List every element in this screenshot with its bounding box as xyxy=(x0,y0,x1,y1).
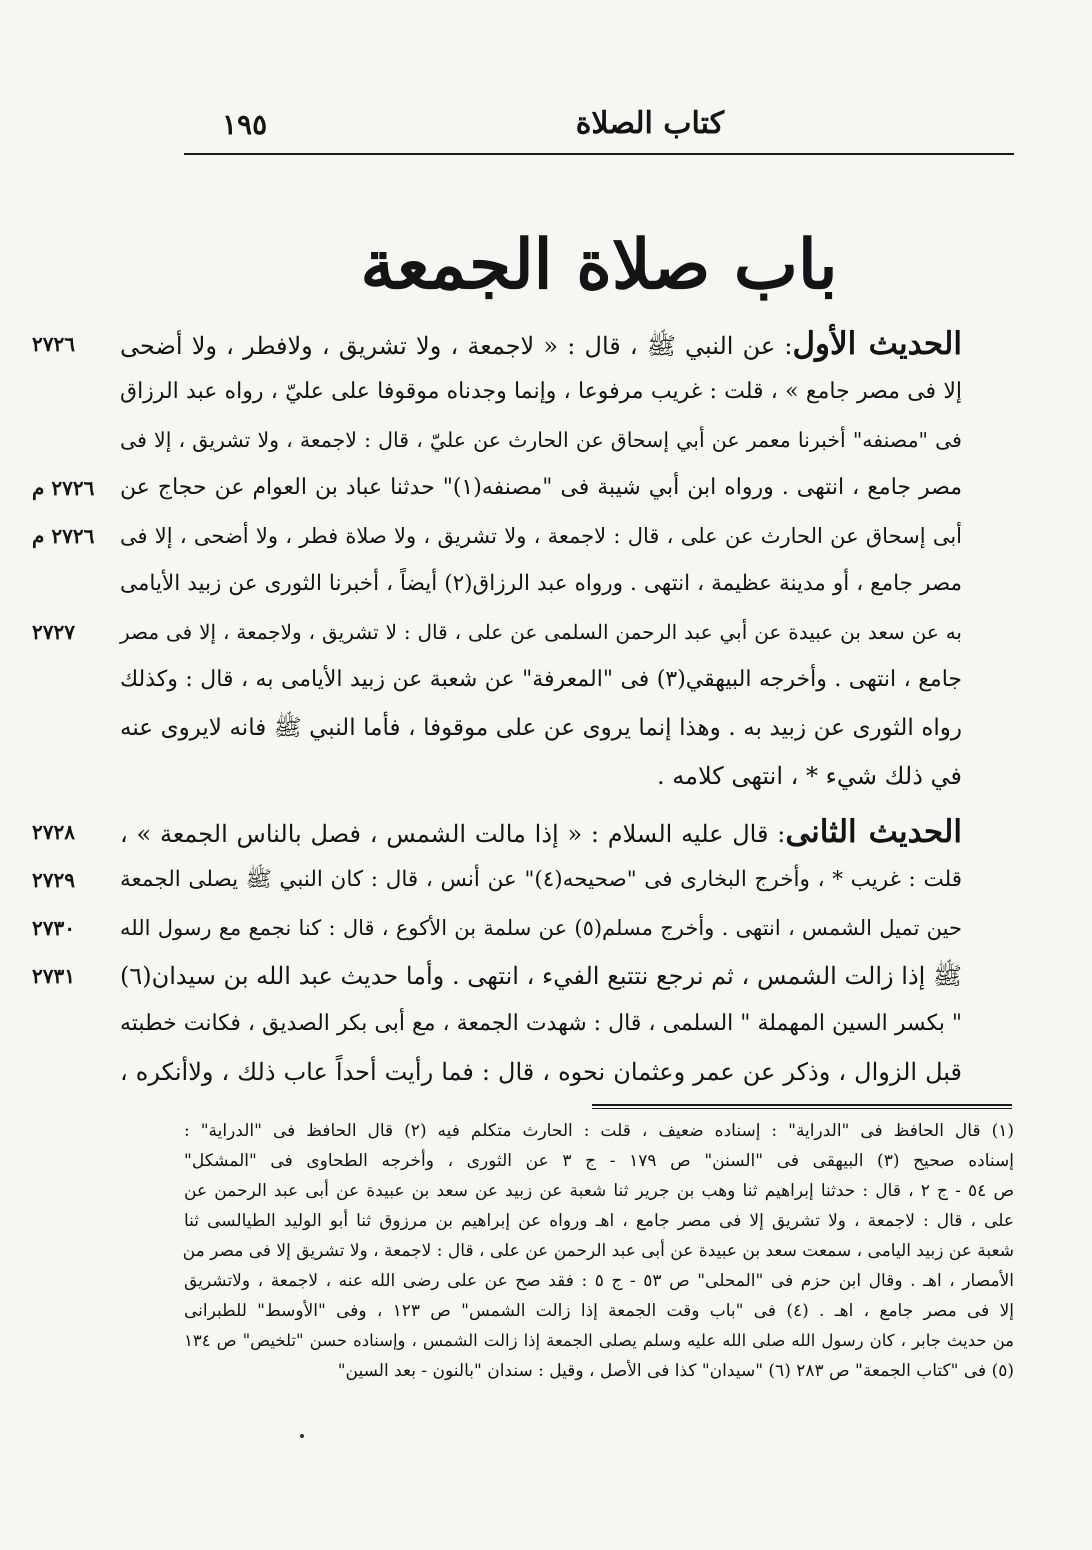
hadith-2-line-6: قبل الزوال ، وذكر عن عمر وعثمان نحوه ، قال : فما رأيت أحداً عاب ذلك ، ولاأنكره ، xyxy=(120,1058,962,1086)
hadith-1-line-2: إلا فى مصر جامع » ، قلت : غريب مرفوعا ، وإنما وجدناه موقوفا على عليّ ، رواه عبد الرزاق xyxy=(120,379,962,404)
hadith-1-line-5: أبى إسحاق عن الحارث عن على ، قال : لاجمعة ، ولا تشريق ، ولا صلاة فطر ، ولا أضحى ، إلا فى xyxy=(120,524,962,548)
margin-number: ٢٧٢٩ xyxy=(32,868,75,892)
margin-number: ٢٧٣١ xyxy=(32,964,75,988)
footnote-line: على ، قال : لاجمعة ، ولا تشريق إلا فى مصر جامع ، اهـ ورواه عن إبراهيم بن مرزوق ثنا أبو الوليد الطيالسى ثنا xyxy=(184,1211,1014,1231)
footnote-line: ص ٥٤ - ج ٢ ، قال : حدثنا إبراهيم ثنا وهب بن جرير ثنا شعبة عن زبيد عن سعد بن عبيدة عن أبى عبد الرحمن عن xyxy=(184,1181,1014,1201)
hadith-1-line-7: به عن سعد بن عبيدة عن أبي عبد الرحمن السلمى عن على ، قال : لا تشريق ، ولاجمعة ، إلا فى مصر xyxy=(120,620,962,644)
margin-number: ٢٧٢٦ xyxy=(32,332,75,356)
margin-number: ٢٧٣٠ xyxy=(32,916,75,940)
hadith-2-line-2: قلت : غريب * ، وأخرج البخارى فى "صحيحه(٤)" عن أنس ، قال : كان النبي ﷺ يصلى الجمعة xyxy=(120,867,962,892)
hadith-2-block xyxy=(120,808,962,1096)
hadith-2-line-5: " بكسر السين المهملة " السلمى ، قال : شهدت الجمعة ، مع أبى بكر الصديق ، فكانت خطبته xyxy=(120,1011,962,1036)
margin-number: ٢٧٢٧ xyxy=(32,620,75,644)
margin-number: ٢٧٢٦ م xyxy=(32,476,95,500)
hadith-1-line-1: الحديث الأول: عن النبي ﷺ ، قال : « لاجمعة ، ولا تشريق ، ولافطر ، ولا أضحى xyxy=(120,326,962,362)
hadith-2-line-1: الحديث الثانى: قال عليه السلام : « إذا مالت الشمس ، فصل بالناس الجمعة » ، xyxy=(120,814,962,850)
page-number: ١٩٥ xyxy=(222,108,268,141)
running-title: كتاب الصلاة xyxy=(575,106,724,141)
chapter-title: باب صلاة الجمعة xyxy=(360,225,838,305)
footnote-line: من حديث جابر ، كان رسول الله صلى الله عليه وسلم يصلى الجمعة إذا زالت الشمس ، وإسناده حسن "تلخيص" ص ١٣٤ xyxy=(184,1331,1014,1350)
running-header xyxy=(184,102,1014,152)
hadith-1-line-10: في ذلك شيء * ، انتهى كلامه . xyxy=(656,762,962,790)
footnote-line: (٥) فى "كتاب الجمعة" ص ٢٨٣ (٦) "سيدان" كذا فى الأصل ، وقيل : سندان "بالنون - بعد السين" xyxy=(337,1361,1014,1381)
hadith-1-line-3: فى "مصنفه" أخبرنا معمر عن أبي إسحاق عن الحارث عن عليّ ، قال : لاجمعة ، ولا تشريق ، إلا فى xyxy=(120,428,962,452)
margin-number: ٢٧٢٨ xyxy=(32,820,75,844)
hadith-2-line-4: ﷺ إذا زالت الشمس ، ثم نرجع نتتبع الفيء ، انتهى . وأما حديث عبد الله بن سيدان(٦) xyxy=(120,962,962,990)
hadith-1-lead: الحديث الأول xyxy=(792,326,962,362)
hadith-2-line-3: حين تميل الشمس ، انتهى . وأخرج مسلم(٥) عن سلمة بن الأكوع ، قال : كنا نجمع مع رسول الله xyxy=(120,916,962,940)
footnote-line: الأمصار ، اهـ . وقال ابن حزم فى "المحلى" ص ٥٣ - ج ٥ : فقد صح عن على رضى الله عنه ، لاجمعة ، ولاتشريق xyxy=(184,1271,1014,1291)
hadith-1-line-8: جامع ، انتهى . وأخرجه البيهقي(٣) فى "المعرفة" عن شعبة عن زبيد الأيامى به ، قال : وكذلك xyxy=(120,667,963,692)
footnotes xyxy=(184,1116,1014,1386)
footnote-line: إسناده صحيح (٣) البيهقى فى "السنن" ص ١٧٩ - ج ٣ عن الثورى ، وأخرجه الطحاوى فى "المشكل" xyxy=(184,1151,1014,1171)
hadith-1-line-6: مصر جامع ، أو مدينة عظيمة ، انتهى . ورواه عبد الرزاق(٢) أيضاً ، أخبرنا الثورى عن زبيد الأيامى xyxy=(120,571,963,596)
footnote-rule xyxy=(592,1108,1012,1109)
margin-number: ٢٧٢٦ م xyxy=(32,524,95,548)
hadith-1-block xyxy=(120,320,962,800)
footnote-line: (١) قال الحافظ فى "الدراية" : إسناده ضعيف ، قلت : الحارث متكلم فيه (٢) قال الحافظ فى "الدراية" : xyxy=(184,1121,1014,1141)
header-rule xyxy=(184,153,1014,155)
footnote-line: إلا فى مصر جامع ، اهـ . (٤) فى "باب وقت الجمعة إذا زالت الشمس" ص ١٢٣ ، وفى "الأوسط" للطبرانى xyxy=(184,1301,1014,1321)
scan-speck xyxy=(300,1434,304,1438)
hadith-1-line-9: رواه الثورى عن زبيد به . وهذا إنما يروى عن على موقوفا ، فأما النبي ﷺ فانه لايروى عنه xyxy=(120,715,962,741)
footnote-rule xyxy=(592,1104,1012,1106)
hadith-2-lead: الحديث الثانى xyxy=(785,814,962,850)
hadith-1-line-4: مصر جامع ، انتهى . ورواه ابن أبي شيبة فى "مصنفه(١)" حدثنا عباد بن العوام عن حجاج عن xyxy=(120,475,962,500)
footnote-line: شعبة عن زبيد اليامى ، سمعت سعد بن عبيدة عن أبى عبد الرحمن عن على ، قال : لاجمعة ، ولا تشريق إلا فى مصر من xyxy=(182,1241,1014,1261)
